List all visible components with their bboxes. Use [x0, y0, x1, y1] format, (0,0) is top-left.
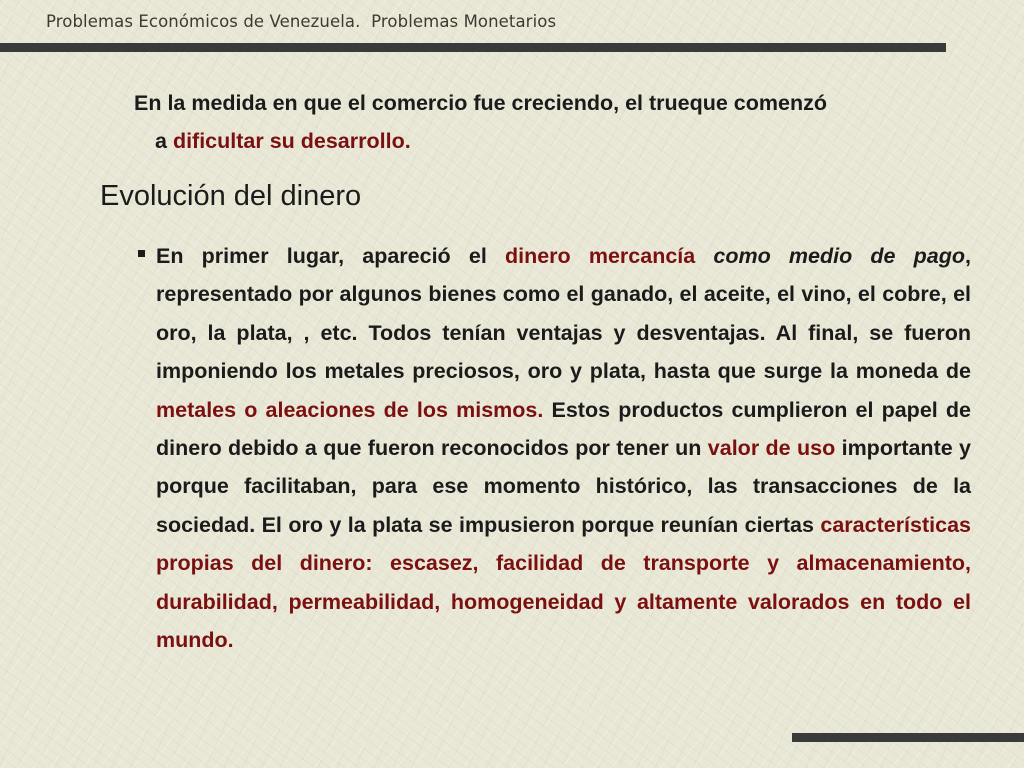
footer-divider: [792, 733, 1024, 742]
italic-medio-de-pago: como medio de pago: [713, 244, 966, 268]
bullet-text-5: importante y porque facilitaban, para ese momento histórico, las transacciones de la sociedad. El oro y la plata se impusieron porque reunían ciertas: [156, 436, 972, 537]
intro-text-1: En la medida en que el comercio fue creciendo, el trueque comenzó: [134, 91, 827, 115]
bullet-paragraph: [156, 237, 971, 659]
emphasis-valor-de-uso: valor de uso: [707, 436, 836, 461]
intro-line-2: [134, 122, 974, 160]
intro-emphasis: dificultar su desarrollo.: [172, 129, 411, 153]
emphasis-dinero-mercancia: dinero mercancía: [504, 244, 696, 268]
bullet-text-4: Estos productos cumplieron el papel de dinero debido a que fueron reconocidos por tener un: [156, 397, 971, 461]
section-heading: Evolución del dinero: [100, 180, 362, 212]
header-title: Problemas Económicos de Venezuela. Problemas Monetarios: [46, 12, 557, 31]
bullet-text-1: En primer lugar, apareció el: [156, 244, 505, 268]
intro-paragraph: [134, 84, 974, 160]
emphasis-metales: metales o aleaciones de los mismos.: [156, 397, 544, 422]
emphasis-caracteristicas: características propias del dinero: escasez, facilidad de transporte y almacenamiento, durabilidad, permeabilidad, homogeneidad y altamente valorados en todo el mundo.: [156, 512, 971, 653]
intro-text-2: a: [155, 129, 173, 153]
bullet-text-2: [695, 244, 713, 268]
bullet-text-3: , representado por algunos bienes como el ganado, el aceite, el vino, el cobre, el oro, la plata, , etc. Todos tenían ventajas y desventajas. Al final, se fueron imponiendo los metales preciosos, oro y plata, hasta que surge la moneda de: [156, 244, 971, 384]
header-divider: [0, 43, 946, 52]
bullet-square-icon: [138, 250, 145, 257]
